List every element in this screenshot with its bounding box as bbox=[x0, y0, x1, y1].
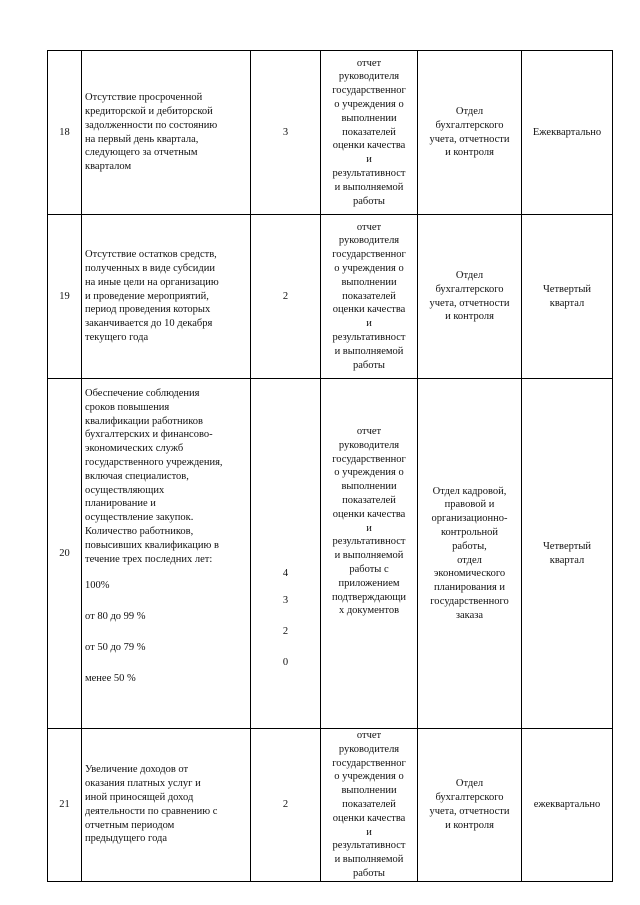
row-number: 20 bbox=[48, 379, 82, 729]
table-row bbox=[48, 729, 613, 882]
criteria-points: 4 bbox=[282, 568, 289, 579]
indicator-text: Отсутствие остатков средств, полученных в виде субсидии на иные цели на организацию и проведение мероприятий, период проведения которых заканчивается до 10 декабря текущего года bbox=[82, 215, 251, 379]
criteria-label: 100% bbox=[85, 580, 110, 592]
points-value: 2 bbox=[251, 215, 321, 379]
source-document: отчет руководителя государственног о учреждения о выполнении показателей оценки качества и результативност и выполняемой работы с приложением подтверждающи х документов bbox=[321, 379, 418, 729]
row-number: 21 bbox=[48, 729, 82, 882]
source-document: отчет руководителя государственног о учреждения о выполнении показателей оценки качества и результативност и выполняемой работы bbox=[321, 51, 418, 215]
criteria-points: 2 bbox=[282, 626, 289, 637]
source-document: отчет руководителя государственног о учреждения о выполнении показателей оценки качества и результативност и выполняемой работы bbox=[321, 729, 418, 882]
reporting-period: ежеквартально bbox=[522, 729, 613, 882]
criteria-label: от 80 до 99 % bbox=[85, 611, 146, 623]
responsible-department: Отдел бухгалтерского учета, отчетности и контроля bbox=[418, 729, 522, 882]
table-row bbox=[48, 51, 613, 215]
criteria-points: 0 bbox=[282, 657, 289, 668]
criteria-label: менее 50 % bbox=[85, 673, 136, 685]
criteria-list bbox=[85, 570, 247, 694]
indicator-text: Отсутствие просроченной кредиторской и дебиторской задолженности по состоянию на первый день квартала, следующего за отчетным кварталом bbox=[82, 51, 251, 215]
points-values bbox=[251, 379, 321, 729]
indicator-text: Обеспечение соблюдения сроков повышения квалификации работников бухгалтерских и финансово- экономических служб государственного учреждения, включая специалистов, осуществляющих планирование и осуществление закупок. Количество работников, повысивших квалификацию в течение трех последних лет: 100% от 80 до 99 % от 50 до 79 % менее 50 % bbox=[82, 379, 251, 729]
responsible-department: Отдел кадровой, правовой и организационно- контрольной работы, отдел экономического планирования и государственного заказа bbox=[418, 379, 522, 729]
row-number: 18 bbox=[48, 51, 82, 215]
row-number: 19 bbox=[48, 215, 82, 379]
points-value: 3 bbox=[251, 51, 321, 215]
indicator-text: Увеличение доходов от оказания платных услуг и иной приносящей доход деятельности по сравнению с отчетным периодом предыдущего года bbox=[82, 729, 251, 882]
responsible-department: Отдел бухгалтерского учета, отчетности и контроля bbox=[418, 215, 522, 379]
reporting-period: Четвертый квартал bbox=[522, 215, 613, 379]
table-row bbox=[48, 379, 613, 729]
points-value: 2 bbox=[251, 729, 321, 882]
indicators-table bbox=[47, 50, 613, 882]
criteria-label: от 50 до 79 % bbox=[85, 642, 146, 654]
criteria-points: 3 bbox=[282, 595, 289, 606]
reporting-period: Ежеквартально bbox=[522, 51, 613, 215]
source-document: отчет руководителя государственног о учреждения о выполнении показателей оценки качества и результативност и выполняемой работы bbox=[321, 215, 418, 379]
table-row bbox=[48, 215, 613, 379]
responsible-department: Отдел бухгалтерского учета, отчетности и контроля bbox=[418, 51, 522, 215]
reporting-period: Четвертый квартал bbox=[522, 379, 613, 729]
